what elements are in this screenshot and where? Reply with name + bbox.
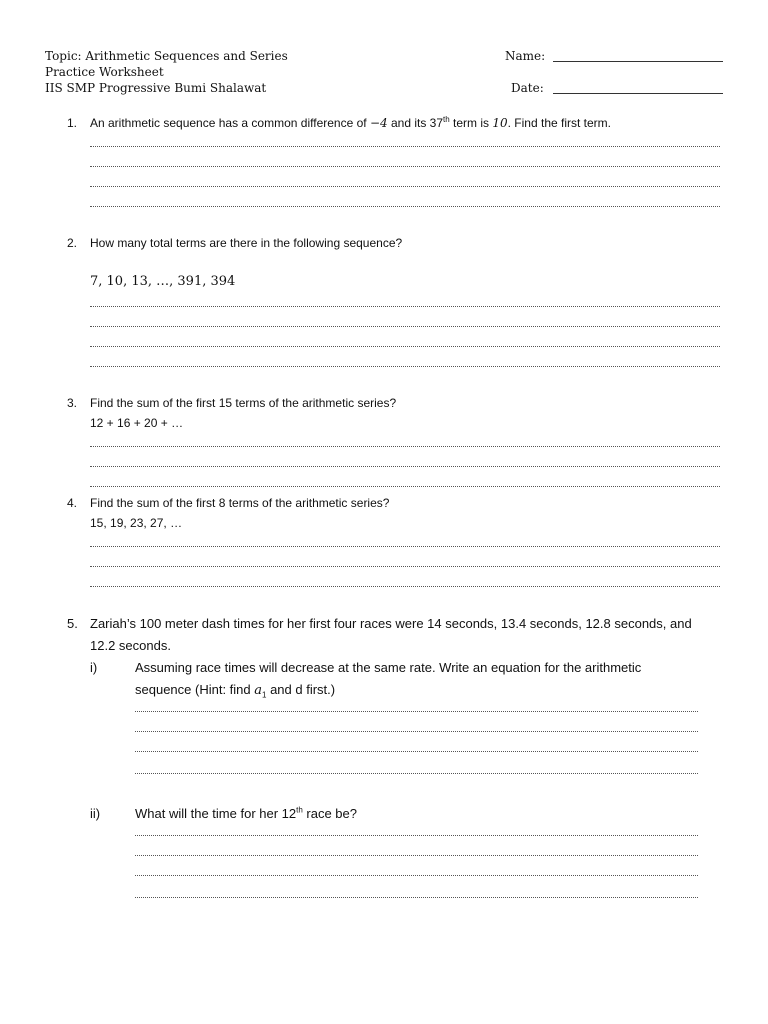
answer-line[interactable] [135, 835, 698, 836]
variable-a: a [254, 683, 262, 698]
answer-line[interactable] [135, 773, 698, 774]
question-5-text-line2: 12.2 seconds. [90, 638, 171, 653]
question-5-text-line1: Zariah’s 100 meter dash times for her first four races were 14 seconds, 13.4 seconds, 12.8 seconds, and [90, 616, 692, 631]
answer-line[interactable] [90, 546, 720, 547]
answer-line[interactable] [90, 466, 720, 467]
answer-line[interactable] [90, 566, 720, 567]
sequence-expression: 7, 10, 13, …, 391, 394 [90, 274, 236, 289]
part-ii-text: What will the time for her 12th race be? [135, 805, 357, 821]
answer-line[interactable] [135, 751, 698, 752]
question-1-text: An arithmetic sequence has a common difference of −4 and its 37th term is 10. Find the first term. [90, 115, 611, 130]
part-i-text-line1: Assuming race times will decrease at the same rate. Write an equation for the arithmetic [135, 660, 642, 675]
answer-line[interactable] [90, 326, 720, 327]
series-expression: 15, 19, 23, 27, … [90, 516, 183, 530]
answer-line[interactable] [90, 486, 720, 487]
answer-line[interactable] [90, 306, 720, 307]
part-i-text-line2: sequence (Hint: find $a_1$ and d first.) [135, 682, 336, 700]
answer-line[interactable] [90, 446, 720, 447]
series-expression: 12 + 16 + 20 + … [90, 416, 184, 430]
question-3-text: Find the sum of the first 15 terms of the arithmetic series? [90, 396, 397, 410]
question-1-number: 1. [67, 116, 78, 130]
answer-line[interactable] [90, 346, 720, 347]
school-name: IIS SMP Progressive Bumi Shalawat [45, 81, 267, 95]
answer-line[interactable] [90, 586, 720, 587]
worksheet-subtitle: Practice Worksheet [45, 65, 164, 79]
name-field-line[interactable] [553, 61, 723, 62]
answer-line[interactable] [135, 855, 698, 856]
answer-line[interactable] [135, 897, 698, 898]
part-ii-label: ii) [90, 806, 101, 821]
question-4-number: 4. [67, 496, 78, 510]
answer-line[interactable] [90, 146, 720, 147]
topic-heading: Topic: Arithmetic Sequences and Series [45, 49, 288, 63]
answer-line[interactable] [135, 711, 698, 712]
question-5-number: 5. [67, 616, 78, 631]
answer-line[interactable] [90, 206, 720, 207]
answer-line[interactable] [90, 166, 720, 167]
question-4-text: Find the sum of the first 8 terms of the arithmetic series? [90, 496, 390, 510]
date-label: Date: [511, 81, 544, 95]
answer-line[interactable] [90, 186, 720, 187]
name-label: Name: [505, 49, 546, 63]
date-field-line[interactable] [553, 93, 723, 94]
answer-line[interactable] [135, 875, 698, 876]
part-i-label: i) [90, 660, 98, 675]
term-value: 10 [492, 116, 508, 130]
question-3-number: 3. [67, 396, 78, 410]
question-2-text: How many total terms are there in the following sequence? [90, 236, 403, 250]
common-difference: −4 [369, 116, 388, 130]
answer-line[interactable] [135, 731, 698, 732]
question-2-number: 2. [67, 236, 78, 250]
answer-line[interactable] [90, 366, 720, 367]
